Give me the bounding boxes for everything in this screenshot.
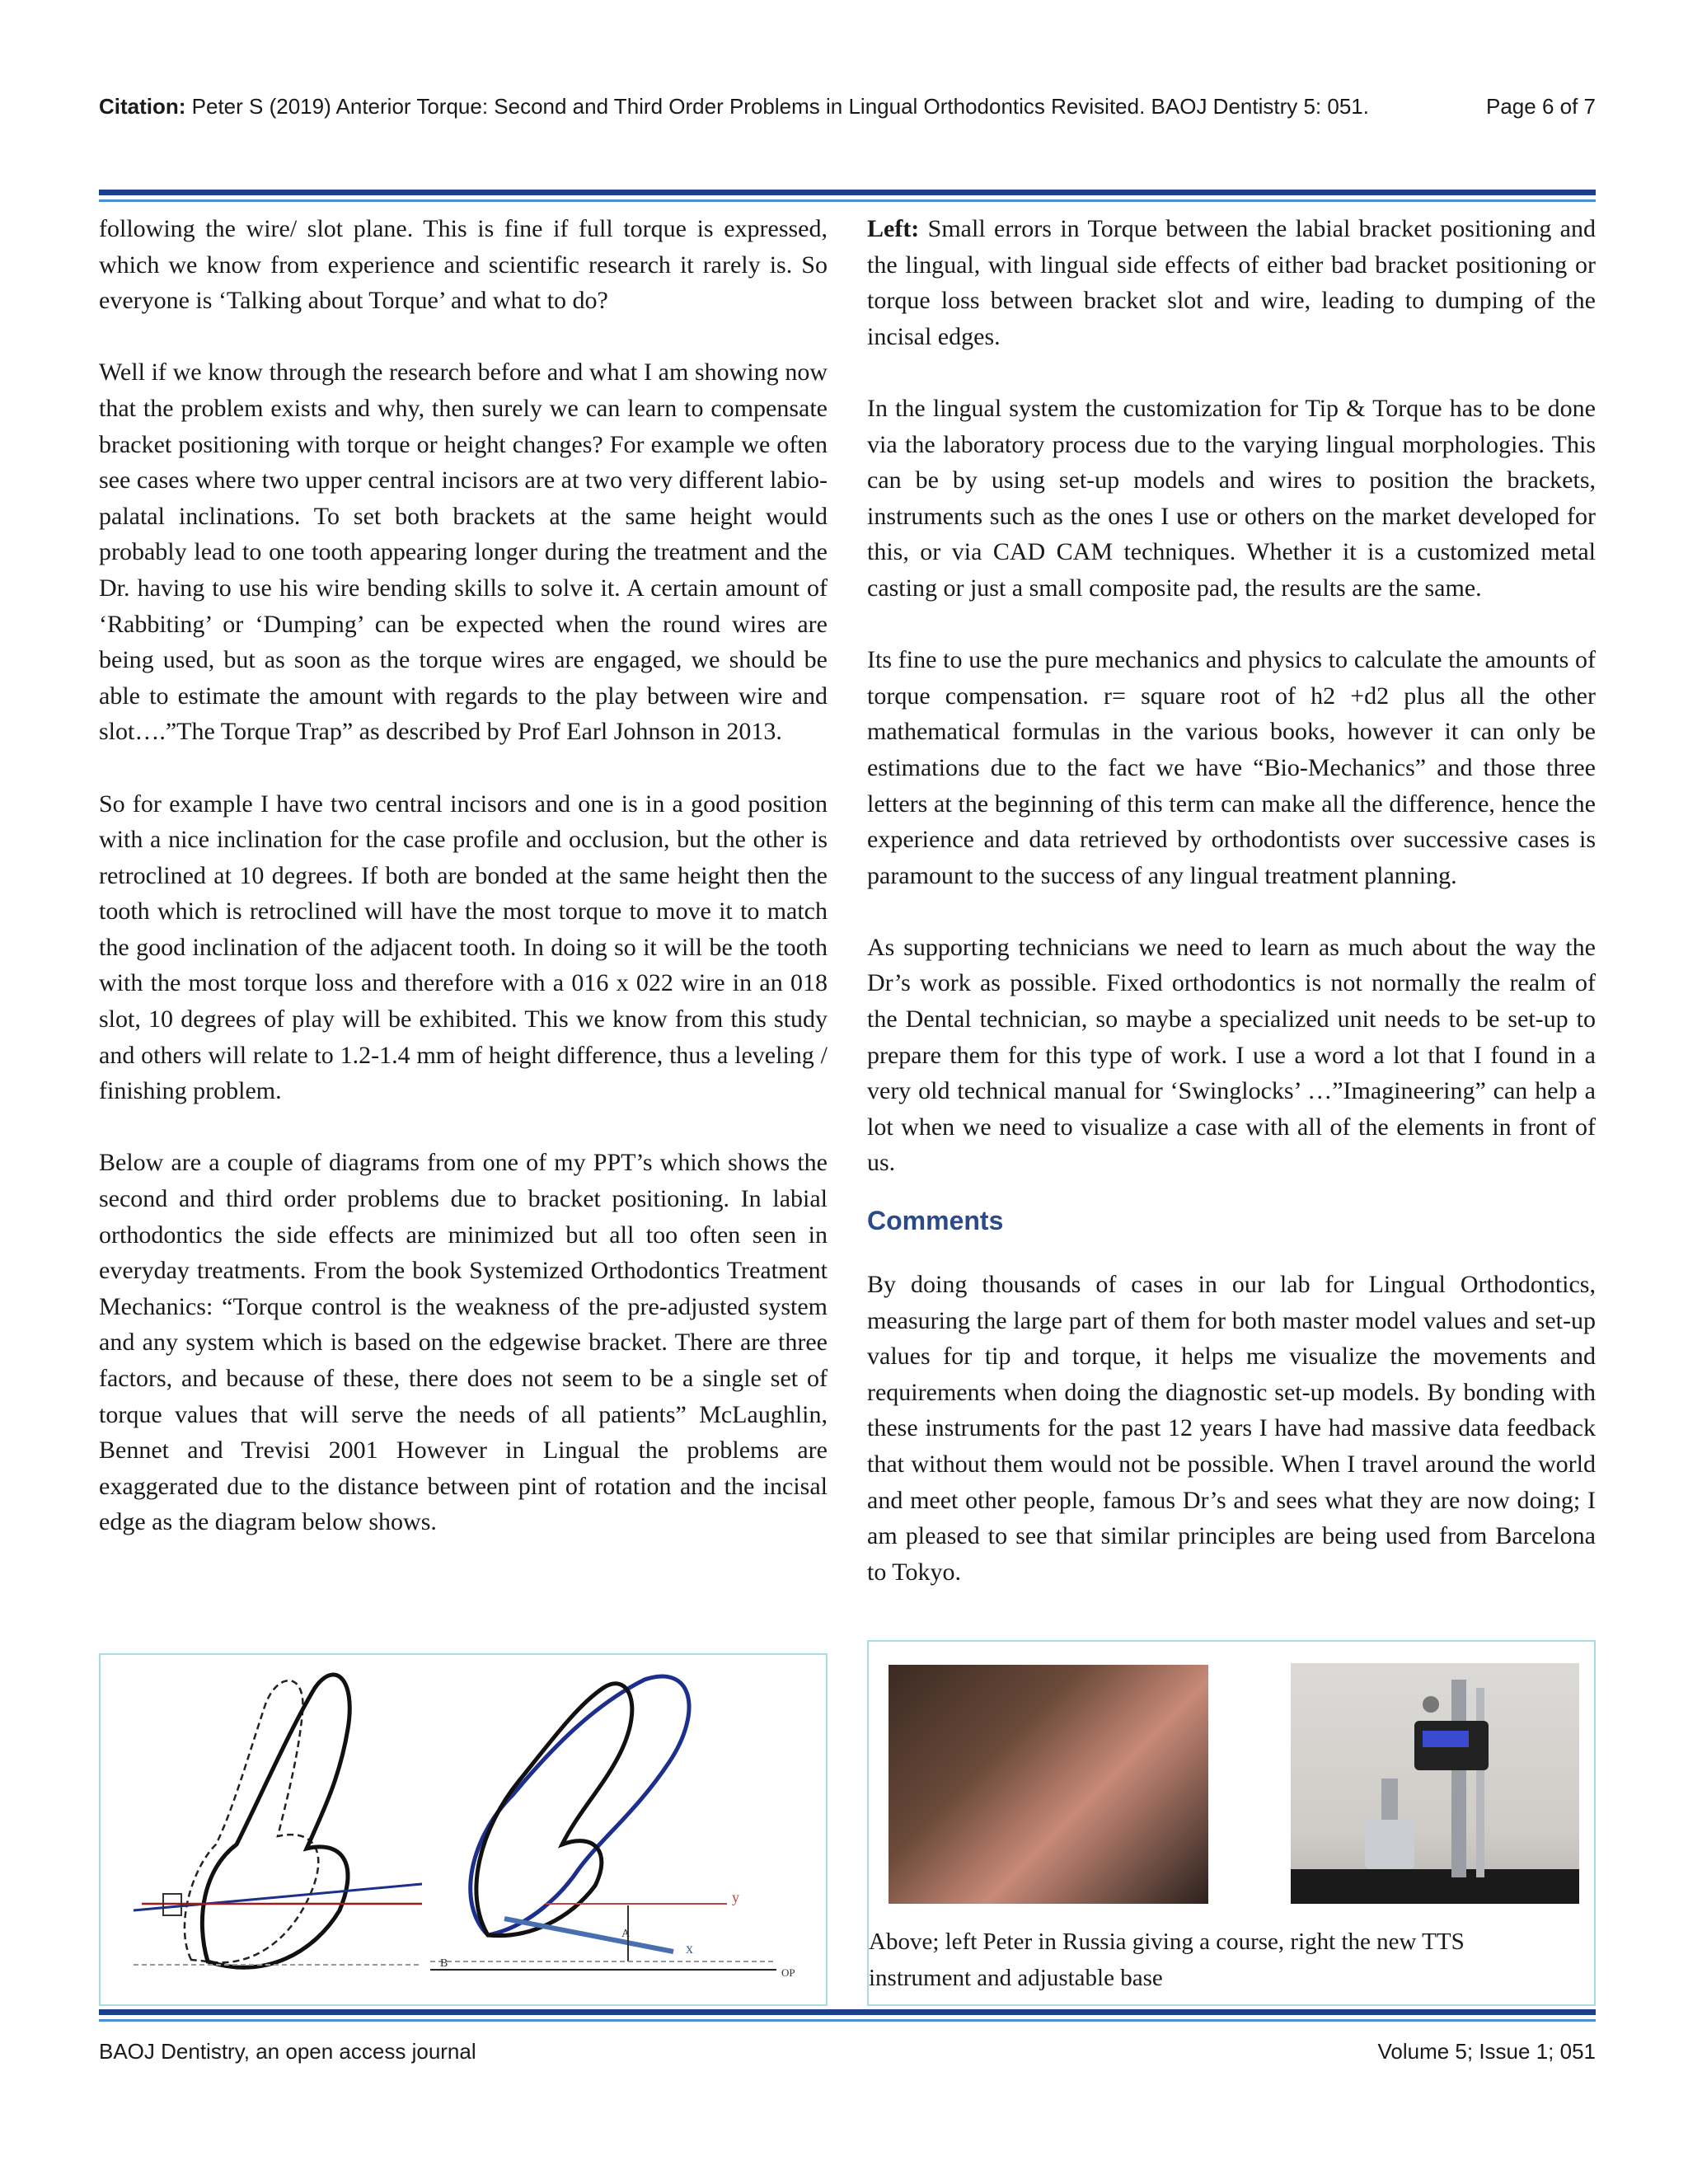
- label-b: B: [440, 1957, 448, 1970]
- photo-caption: Above; left Peter in Russia giving a course, right the new TTS instrument and adjustable base: [869, 1929, 1465, 1991]
- body-paragraph: Its fine to use the pure mechanics and physics to calculate the amounts of torque compensation. r= square root of h2 +d2 plus all the other mathematical formulas in the various books, however it can only be estimations due to the fact we have “Bio-Mechanics” and those three letters at the beginning of this term can make all the difference, hence the experience and data retrieved by orthodontists over successive cases is paramount to the success of any lingual treatment planning.: [867, 646, 1596, 889]
- right-column: [867, 211, 1596, 1626]
- figure-description: [867, 211, 1596, 354]
- header-rule-thick: [99, 190, 1596, 195]
- tooth-diagram-lingual: [430, 1676, 795, 1979]
- comments-heading: Comments: [867, 1206, 1004, 1236]
- left-column: [99, 211, 828, 1577]
- instrument-illustration: [1291, 1663, 1579, 1904]
- body-paragraph: Well if we know through the research before and what I am showing now that the problem exists and why, then surely we can learn to compensate bracket positioning with torque or height changes? For example we often see cases where two upper central incisors are at two very different labio-palatal inclinations. To set both brackets at the same height would probably lead to one tooth appearing longer during the treatment and the Dr. having to use his wire bending skills to solve it. A certain amount of ‘Rabbiting’ or ‘Dumping’ can be expected when the round wires are being used, but as soon as the torque wires are engaged, we should be able to estimate the amount with regards to the play between wire and slot….”The Torque Trap” as described by Prof Earl Johnson in 2013.: [99, 359, 828, 746]
- tooth-diagram-labial: [134, 1675, 422, 1967]
- running-footer: [99, 2039, 1596, 2072]
- footer-rule-thin: [99, 2019, 1596, 2022]
- tts-instrument-photo: [1291, 1663, 1579, 1904]
- body-paragraph: So for example I have two central incisors and one is in a good position with a nice inclination for the case profile and occlusion, but the other is retroclined at 10 degrees. If both are bonded at the same height then the tooth which is retroclined will have the most torque to move it to match the good inclination of the adjacent tooth. In doing so it will be the tooth with the most torque loss and therefore with a 016 x 022 wire in an 018 slot, 10 degrees of play will be exhibited. This we know from this study and others will relate to 1.2-1.4 mm of height difference, thus a leveling / finishing problem.: [99, 790, 828, 1105]
- footer-rule-thick: [99, 2009, 1596, 2015]
- citation-label: Citation:: [99, 94, 186, 119]
- label-x: x: [686, 1940, 693, 1957]
- body-paragraph: As supporting technicians we need to learn as much about the way the Dr’s work as possible. Fixed orthodontics is not normally the realm of the Dental technician, so maybe a specialized unit needs to be set-up to prepare them for this type of work. I use a word a lot that I found in a very old technical manual for ‘Swinglocks’ …”Imagineering” can help a lot when we need to visualize a case with all of the elements in front of us.: [867, 933, 1596, 1177]
- body-paragraph: following the wire/ slot plane. This is fine if full torque is expressed, which we know from experience and scientific research it rarely is. So everyone is ‘Talking about Torque’ and what to do?: [99, 215, 828, 315]
- body-paragraph: In the lingual system the customization for Tip & Torque has to be done via the laboratory process due to the varying lingual morphologies. This can be by using set-up models and wires to position the brackets, instruments such as the ones I use or others on the market developed for this, or via CAD CAM techniques. Whether it is a customized metal casting or just a small composite pad, the results are the same.: [867, 394, 1596, 602]
- label-y: y: [732, 1889, 739, 1905]
- course-photo: [889, 1665, 1208, 1904]
- header-rule-thin: [99, 199, 1596, 202]
- running-header: [99, 94, 1596, 127]
- label-op: OP: [781, 1966, 795, 1979]
- tooth-diagram-figure: [99, 1653, 828, 2006]
- comments-paragraph: By doing thousands of cases in our lab for Lingual Orthodontics, measuring the large part of them for both master model values and set-up values for tip and torque, it helps me visualize the movements and requirements when doing the diagnostic set-up models. By bonding with these instruments for the past 12 years I have had massive data feedback that without them would not be possible. When I travel around the world and meet other people, famous Dr’s and sees what they are now doing; I am pleased to see that similar principles are being used from Barcelona to Tokyo.: [867, 1271, 1596, 1586]
- label-a: A: [621, 1928, 631, 1940]
- tooth-diagram-svg: [101, 1655, 826, 2004]
- citation: [99, 94, 1369, 120]
- left-description: Small errors in Torque between the labial bracket positioning and the lingual, with lingual side effects of either bad bracket positioning or torque loss between bracket slot and wire, leading to dumping of the incisal edges.: [867, 215, 1596, 350]
- photo-figure: [867, 1640, 1596, 2006]
- citation-text: Peter S (2019) Anterior Torque: Second and Third Order Problems in Lingual Orthodontics Revisited. BAOJ Dentistry 5: 051.: [191, 94, 1369, 119]
- body-paragraph: Below are a couple of diagrams from one of my PPT’s which shows the second and third order problems due to bracket positioning. In labial orthodontics the side effects are minimized but all too often seen in everyday treatments. From the book Systemized Orthodontics Treatment Mechanics: “Torque control is the weakness of the pre-adjusted system and any system which is based on the edgewise bracket. There are three factors, and because of these, there does not seem to be a single set of torque values that will serve the needs of all patients” McLaughlin, Bennet and Trevisi 2001 However in Lingual the problems are exaggerated due to the distance between pint of rotation and the incisal edge as the diagram below shows.: [99, 1149, 828, 1536]
- left-label: Left:: [867, 215, 920, 242]
- volume-issue: Volume 5; Issue 1; 051: [1377, 2039, 1596, 2064]
- page-number: Page 6 of 7: [1486, 94, 1596, 119]
- journal-name: BAOJ Dentistry, an open access journal: [99, 2039, 476, 2064]
